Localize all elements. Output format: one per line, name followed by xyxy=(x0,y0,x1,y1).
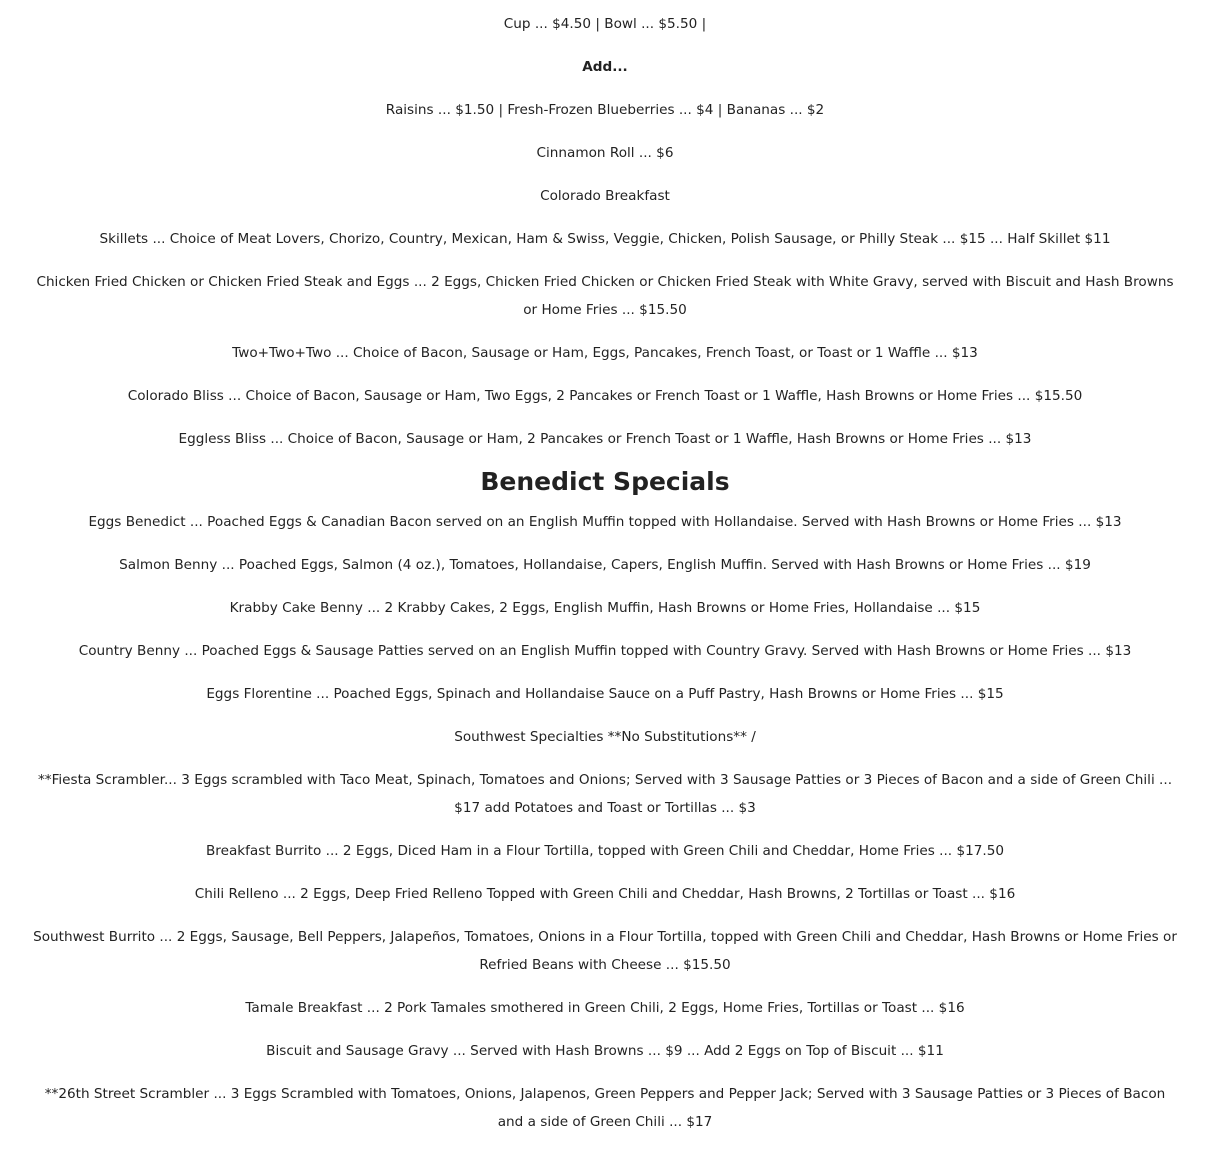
section-heading-benedict-specials: Benedict Specials xyxy=(480,467,730,496)
menu-item-chicken-fried: Chicken Fried Chicken or Chicken Fried Steak and Eggs ... 2 Eggs, Chicken Fried Chicken or Chicken Fried Steak with White Gravy, served with Biscuit and Hash Browns or Home Fries ... $15.50 xyxy=(36,274,1174,318)
menu-item-eggs-benedict: Eggs Benedict ... Poached Eggs & Canadian Bacon served on an English Muffin topped with Hollandaise. Served with Hash Browns or Home Fries ... $13 xyxy=(88,514,1122,530)
menu-item-26th-street-scrambler: **26th Street Scrambler ... 3 Eggs Scrambled with Tomatoes, Onions, Jalapenos, Green Peppers and Pepper Jack; Served with 3 Sausage Patties or 3 Pieces of Bacon and a side of Green Chili ... $17 xyxy=(44,1086,1166,1130)
cinnamon-roll-item: Cinnamon Roll ... $6 xyxy=(536,145,674,161)
menu-item-southwest-burrito: Southwest Burrito ... 2 Eggs, Sausage, Bell Peppers, Jalapeños, Tomatoes, Onions in a Flour Tortilla, topped with Green Chili and Cheddar, Hash Browns or Home Fries or Refried Beans with Cheese ... $15.50 xyxy=(33,929,1177,973)
soup-price-line: Cup ... $4.50 | Bowl ... $5.50 | xyxy=(503,16,707,32)
menu-item-breakfast-burrito: Breakfast Burrito ... 2 Eggs, Diced Ham in a Flour Tortilla, topped with Green Chili and Cheddar, Home Fries ... $17.50 xyxy=(205,843,1005,859)
menu-item-country-benny: Country Benny ... Poached Eggs & Sausage Patties served on an English Muffin topped with Country Gravy. Served with Hash Browns or Home Fries ... $13 xyxy=(78,643,1132,659)
menu-item-fiesta-scrambler: **Fiesta Scrambler... 3 Eggs scrambled with Taco Meat, Spinach, Tomatoes and Onions; Served with 3 Sausage Patties or 3 Pieces of Bacon and a side of Green Chili ... $17 add Potatoes and Toast or Tortillas ... $3 xyxy=(37,772,1173,816)
menu-item-eggless-bliss: Eggless Bliss ... Choice of Bacon, Sausage or Ham, 2 Pancakes or French Toast or 1 Waffle, Hash Browns or Home Fries ... $13 xyxy=(178,431,1032,447)
menu-content xyxy=(30,0,1180,1136)
add-ons-label: Add... xyxy=(582,59,628,75)
section-label-southwest-specialties: Southwest Specialties **No Substitutions** / xyxy=(454,729,756,745)
menu-item-tamale-breakfast: Tamale Breakfast ... 2 Pork Tamales smothered in Green Chili, 2 Eggs, Home Fries, Tortillas or Toast ... $16 xyxy=(245,1000,965,1016)
menu-item-salmon-benny: Salmon Benny ... Poached Eggs, Salmon (4 oz.), Tomatoes, Hollandaise, Capers, English Muffin. Served with Hash Browns or Home Fries ... $19 xyxy=(119,557,1091,573)
menu-item-krabby-cake-benny: Krabby Cake Benny ... 2 Krabby Cakes, 2 Eggs, English Muffin, Hash Browns or Home Fries, Hollandaise ... $15 xyxy=(229,600,981,616)
menu-item-biscuit-gravy: Biscuit and Sausage Gravy ... Served with Hash Browns ... $9 ... Add 2 Eggs on Top of Biscuit ... $11 xyxy=(266,1043,944,1059)
menu-item-colorado-bliss: Colorado Bliss ... Choice of Bacon, Sausage or Ham, Two Eggs, 2 Pancakes or French Toast or 1 Waffle, Hash Browns or Home Fries ... $15.50 xyxy=(127,388,1083,404)
add-ons-price-line: Raisins ... $1.50 | Fresh-Frozen Blueberries ... $4 | Bananas ... $2 xyxy=(385,102,825,118)
menu-item-chili-relleno: Chili Relleno ... 2 Eggs, Deep Fried Relleno Topped with Green Chili and Cheddar, Hash Browns, 2 Tortillas or Toast ... $16 xyxy=(194,886,1016,902)
section-label-colorado-breakfast: Colorado Breakfast xyxy=(540,188,670,204)
menu-item-two-two-two: Two+Two+Two ... Choice of Bacon, Sausage or Ham, Eggs, Pancakes, French Toast, or Toast or 1 Waffle ... $13 xyxy=(232,345,978,361)
menu-item-skillets: Skillets ... Choice of Meat Lovers, Chorizo, Country, Mexican, Ham & Swiss, Veggie, Chicken, Polish Sausage, or Philly Steak ... $15 ... Half Skillet $11 xyxy=(99,231,1111,247)
menu-item-eggs-florentine: Eggs Florentine ... Poached Eggs, Spinach and Hollandaise Sauce on a Puff Pastry, Hash Browns or Home Fries ... $15 xyxy=(206,686,1004,702)
